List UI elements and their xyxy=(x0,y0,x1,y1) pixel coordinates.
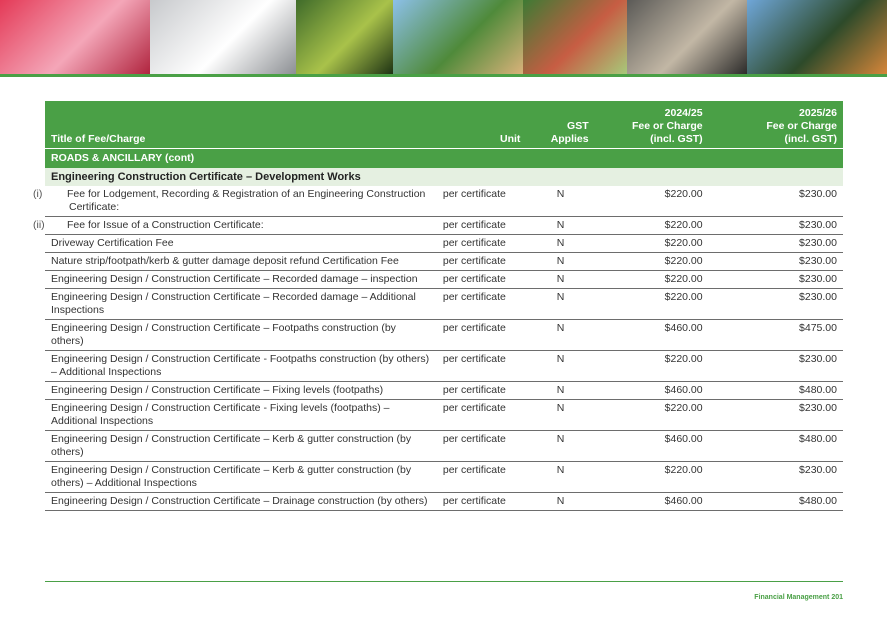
fee-title-text: Nature strip/footpath/kerb & gutter damage deposit refund Certification Fee xyxy=(51,255,399,267)
fee-2025-26: $230.00 xyxy=(709,235,843,253)
fee-gst: N xyxy=(526,217,594,235)
fee-title xyxy=(33,217,437,235)
table-row xyxy=(45,186,843,217)
fee-gst: N xyxy=(526,289,594,320)
table-row xyxy=(45,235,843,253)
fee-title-text: Fee for Issue of a Construction Certificate: xyxy=(67,219,264,231)
fee-number: (ii) xyxy=(33,219,45,231)
header-gst-line2: Applies xyxy=(550,133,589,145)
page-footer: Financial Management 201 xyxy=(754,594,843,601)
header-title: Title of Fee/Charge xyxy=(45,101,437,149)
fee-2025-26: $230.00 xyxy=(709,217,843,235)
table-row xyxy=(45,382,843,400)
fee-title-text: Engineering Design / Construction Certificate – Kerb & gutter construction (by others) xyxy=(51,433,412,458)
table-header-row xyxy=(45,101,843,149)
table-row xyxy=(45,217,843,235)
header-y1-line1: 2024/25 xyxy=(664,107,703,119)
photo-street-walkers xyxy=(627,0,747,74)
fee-unit: per certificate xyxy=(437,400,527,431)
fee-unit: per certificate xyxy=(437,186,527,217)
fee-2025-26: $475.00 xyxy=(709,320,843,351)
fee-title xyxy=(45,253,437,271)
fee-2025-26: $480.00 xyxy=(709,493,843,511)
header-divider xyxy=(0,74,887,77)
photo-library-building xyxy=(747,0,887,74)
fee-gst: N xyxy=(526,462,594,493)
header-y1-line2: Fee or Charge xyxy=(632,120,703,132)
fee-2024-25: $220.00 xyxy=(595,462,709,493)
fee-unit: per certificate xyxy=(437,235,527,253)
footer-divider xyxy=(45,581,843,582)
fee-unit: per certificate xyxy=(437,289,527,320)
fee-2024-25: $460.00 xyxy=(595,493,709,511)
header-2024-25 xyxy=(595,101,709,149)
header-y2-line1: 2025/26 xyxy=(799,107,837,119)
header-y2-line2: Fee or Charge xyxy=(766,120,837,132)
fee-number: (i) xyxy=(33,188,43,200)
header-unit: Unit xyxy=(437,101,527,149)
header-gst-line1: GST xyxy=(567,120,589,132)
header-y2-line3: (incl. GST) xyxy=(784,133,837,145)
fee-gst: N xyxy=(526,493,594,511)
fee-unit: per certificate xyxy=(437,351,527,382)
fee-title xyxy=(45,271,437,289)
fee-2024-25: $460.00 xyxy=(595,320,709,351)
fee-gst: N xyxy=(526,351,594,382)
fee-gst: N xyxy=(526,400,594,431)
fee-2024-25: $220.00 xyxy=(595,217,709,235)
fee-title-text: Engineering Design / Construction Certificate – Drainage construction (by others) xyxy=(51,495,428,507)
fee-title-text: Engineering Design / Construction Certificate – Fixing levels (footpaths) xyxy=(51,384,384,396)
fee-title xyxy=(45,289,437,320)
table-row xyxy=(45,493,843,511)
fee-unit: per certificate xyxy=(437,217,527,235)
fee-title xyxy=(45,431,437,462)
fee-unit: per certificate xyxy=(437,431,527,462)
fee-title xyxy=(45,235,437,253)
fee-2024-25: $220.00 xyxy=(595,289,709,320)
fee-2025-26: $230.00 xyxy=(709,289,843,320)
fee-gst: N xyxy=(526,235,594,253)
table-row xyxy=(45,253,843,271)
fee-unit: per certificate xyxy=(437,493,527,511)
fee-unit: per certificate xyxy=(437,462,527,493)
fee-title xyxy=(45,351,437,382)
fee-title-text: Fee for Lodgement, Recording & Registration of an Engineering Construction Certificate: xyxy=(67,188,426,213)
photo-electric-cars xyxy=(150,0,296,74)
fee-2024-25: $220.00 xyxy=(595,271,709,289)
table-row xyxy=(45,271,843,289)
fee-2024-25: $220.00 xyxy=(595,235,709,253)
fee-unit: per certificate xyxy=(437,271,527,289)
table-row xyxy=(45,462,843,493)
fee-2024-25: $220.00 xyxy=(595,351,709,382)
fee-gst: N xyxy=(526,186,594,217)
header-gst xyxy=(526,101,594,149)
header-photo-strip xyxy=(0,0,887,74)
fee-2025-26: $480.00 xyxy=(709,382,843,400)
photo-kids-playing xyxy=(393,0,523,74)
fee-2025-26: $230.00 xyxy=(709,271,843,289)
fee-title-text: Engineering Design / Construction Certificate – Kerb & gutter construction (by others) – Additional Inspections xyxy=(51,464,412,489)
table-row xyxy=(45,431,843,462)
table-row xyxy=(45,320,843,351)
fee-2025-26: $480.00 xyxy=(709,431,843,462)
fee-gst: N xyxy=(526,431,594,462)
fee-unit: per certificate xyxy=(437,382,527,400)
fee-gst: N xyxy=(526,253,594,271)
fee-2024-25: $460.00 xyxy=(595,382,709,400)
fee-title-text: Engineering Design / Construction Certificate – Footpaths construction (by others) xyxy=(51,322,396,347)
fee-title xyxy=(45,382,437,400)
fee-title-text: Engineering Design / Construction Certificate – Recorded damage – Additional Inspections xyxy=(51,291,416,316)
fee-2025-26: $230.00 xyxy=(709,351,843,382)
fee-2024-25: $220.00 xyxy=(595,186,709,217)
section-title: ROADS & ANCILLARY (cont) xyxy=(45,149,843,169)
subsection-title: Engineering Construction Certificate – Development Works xyxy=(45,168,843,186)
fee-unit: per certificate xyxy=(437,320,527,351)
fee-unit: per certificate xyxy=(437,253,527,271)
section-row xyxy=(45,149,843,169)
fee-title xyxy=(45,462,437,493)
fee-title xyxy=(45,493,437,511)
table-row xyxy=(45,351,843,382)
fee-table xyxy=(33,101,843,511)
fee-gst: N xyxy=(526,382,594,400)
fee-2025-26: $230.00 xyxy=(709,253,843,271)
fee-gst: N xyxy=(526,271,594,289)
table-row xyxy=(45,289,843,320)
fee-title-text: Engineering Design / Construction Certificate - Fixing levels (footpaths) – Additional Inspections xyxy=(51,402,390,427)
photo-garden-group xyxy=(523,0,627,74)
table-row xyxy=(45,400,843,431)
fee-gst: N xyxy=(526,320,594,351)
fee-title-text: Driveway Certification Fee xyxy=(51,237,174,249)
fee-title-text: Engineering Design / Construction Certificate – Recorded damage – inspection xyxy=(51,273,418,285)
subsection-row xyxy=(45,168,843,186)
fee-2025-26: $230.00 xyxy=(709,400,843,431)
header-2025-26 xyxy=(709,101,843,149)
fee-title xyxy=(45,320,437,351)
fee-2025-26: $230.00 xyxy=(709,186,843,217)
fee-2024-25: $460.00 xyxy=(595,431,709,462)
photo-children-red-seat xyxy=(0,0,150,74)
fee-2025-26: $230.00 xyxy=(709,462,843,493)
fee-2024-25: $220.00 xyxy=(595,400,709,431)
fee-2024-25: $220.00 xyxy=(595,253,709,271)
fee-title xyxy=(33,186,437,217)
photo-frog xyxy=(296,0,393,74)
fee-title-text: Engineering Design / Construction Certificate - Footpaths construction (by others) – Additional Inspections xyxy=(51,353,430,378)
fee-title xyxy=(45,400,437,431)
header-y1-line3: (incl. GST) xyxy=(650,133,703,145)
